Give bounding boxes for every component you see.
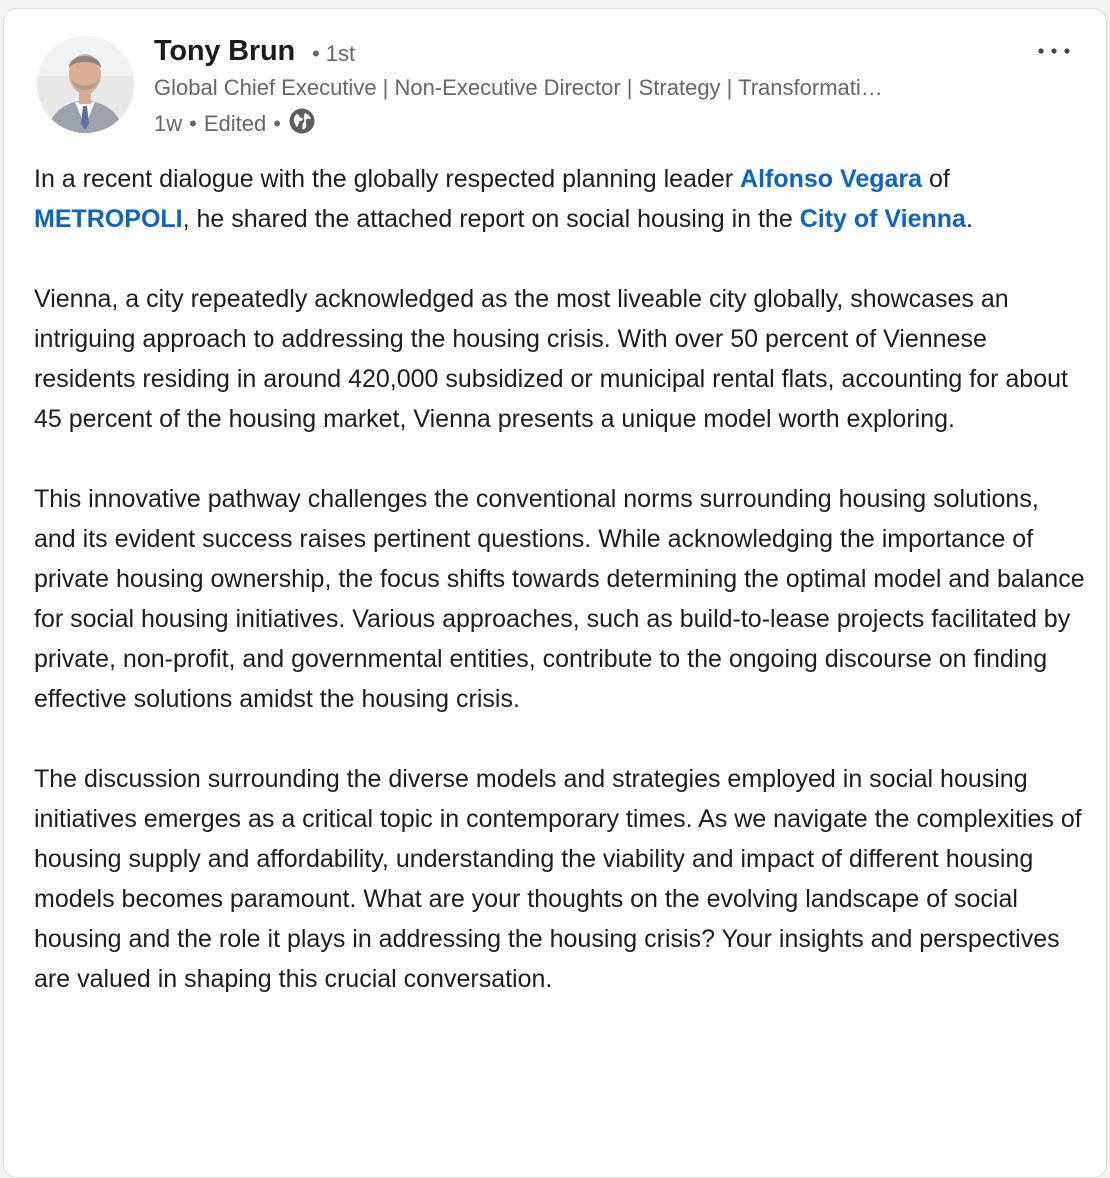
post-meta <box>154 107 316 141</box>
post-paragraph <box>34 159 1086 239</box>
paragraph-text: In a recent dialogue with the globally respected planning leader <box>34 165 741 193</box>
paragraph-text: of <box>922 165 950 193</box>
meta-separator: • <box>273 111 281 136</box>
post-paragraph: This innovative pathway challenges the conventional norms surrounding housing solutions, and its evident success raises pertinent questions. While acknowledging the importance of private housing ownership, the focus shifts towards determining the optimal model and balance for social housing initiatives. Various approaches, such as build-to-lease projects facilitated by private, non-profit, and governmental entities, contribute to the ongoing discourse on finding effective solutions amidst the housing crisis. <box>34 485 1085 713</box>
more-horizontal-icon <box>1037 47 1071 55</box>
connection-degree <box>312 41 355 67</box>
author-avatar[interactable] <box>37 36 134 133</box>
globe-icon <box>288 107 316 141</box>
mention-city-of-vienna[interactable]: City of Vienna <box>799 205 966 233</box>
degree-label: 1st <box>325 41 356 66</box>
paragraph-text: , he shared the attached report on social housing in the <box>182 205 800 233</box>
mention-alfonso-vegara[interactable]: Alfonso Vegara <box>740 165 923 193</box>
more-options-button[interactable] <box>1034 37 1074 65</box>
degree-separator: • <box>312 41 320 66</box>
meta-separator: • <box>189 111 197 136</box>
mention-metropoli[interactable]: METROPOLI <box>34 205 183 233</box>
post-time: 1w <box>154 111 183 136</box>
post-paragraph: The discussion surrounding the diverse models and strategies employed in social housing initiatives emerges as a critical topic in contemporary times. As we navigate the complexities of housing supply and affordability, understanding the viability and impact of different housing models becomes paramount. What are your thoughts on the evolving landscape of social housing and the role it plays in addressing the housing crisis? Your insights and perspectives are valued in shaping this crucial conversation. <box>34 765 1082 993</box>
author-name[interactable]: Tony Brun <box>154 35 296 67</box>
paragraph-text: . <box>965 205 973 233</box>
author-headline: Global Chief Executive | Non-Executive Director | Strategy | Transformati… <box>154 75 883 100</box>
profile-photo <box>37 36 134 133</box>
post-text <box>34 159 1086 1039</box>
post-card <box>3 8 1107 1178</box>
post-paragraph: Vienna, a city repeatedly acknowledged as the most liveable city globally, showcases an intriguing approach to addressing the housing crisis. With over 50 percent of Viennese residents residing in around 420,000 subsidized or municipal rental flats, accounting for about 45 percent of the housing market, Vienna presents a unique model worth exploring. <box>34 285 1068 433</box>
edited-label: Edited <box>203 111 267 136</box>
